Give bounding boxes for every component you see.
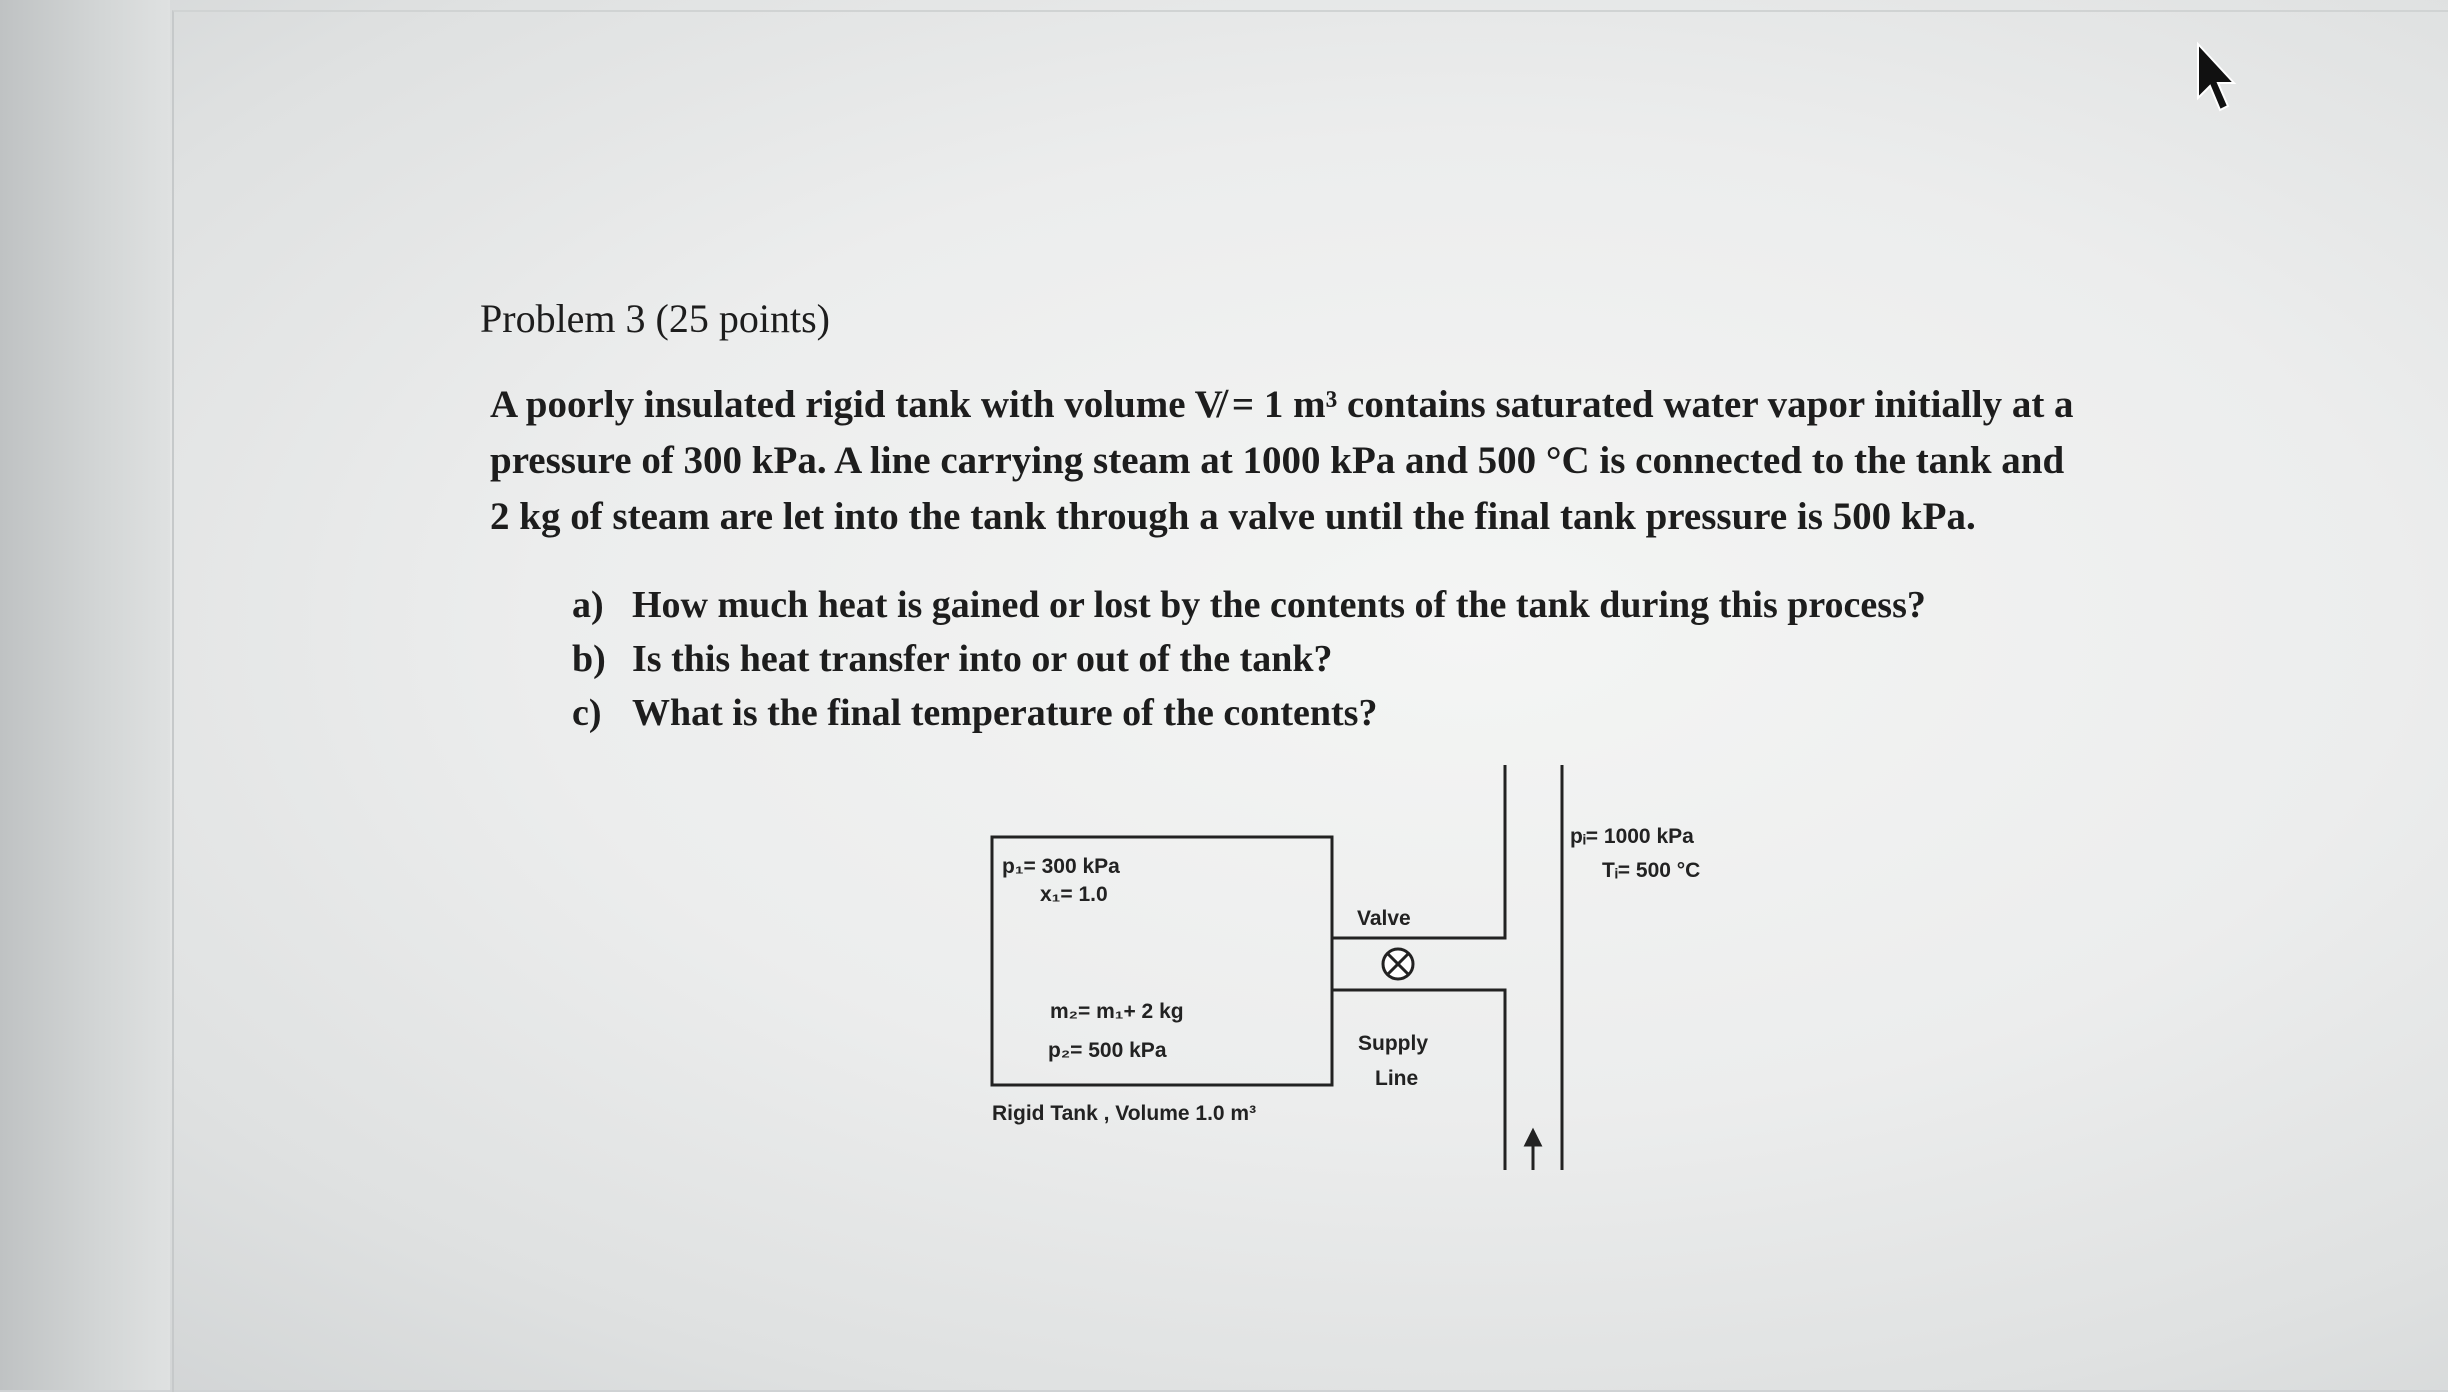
statement-line: pressure of 300 kPa. A line carrying steam at 1000 kPa and 500 °C is connected to the tank and [490, 439, 2065, 482]
tank-diagram [980, 755, 1780, 1195]
valve-label: Valve [1357, 907, 1411, 930]
problem-statement [490, 377, 2270, 545]
statement-line: 2 kg of steam are let into the tank through a valve until the final tank pressure is 500 kPa. [490, 495, 1976, 538]
question-text: How much heat is gained or lost by the contents of the tank during this process? [632, 584, 1926, 626]
question-item [572, 686, 1926, 740]
tank-caption: Rigid Tank , Volume 1.0 m³ [992, 1102, 1257, 1125]
line-pressure: pᵢ= 1000 kPa [1570, 825, 1694, 848]
valve-icon [1383, 949, 1413, 979]
question-item [572, 632, 1926, 686]
tank-initial-pressure: p₁= 300 kPa [1002, 855, 1120, 878]
tank-final-pressure: p₂= 500 kPa [1048, 1039, 1167, 1062]
statement-line: A poorly insulated rigid tank with volume V̸ = 1 m³ contains saturated water vapor initially at a [490, 383, 2074, 426]
monitor-bezel [0, 0, 170, 1390]
question-list [572, 578, 1926, 740]
tank-initial-quality: x₁= 1.0 [1040, 883, 1108, 906]
supply-line-label-2: Line [1375, 1067, 1419, 1090]
mouse-pointer-icon [2190, 40, 2240, 115]
problem-title: Problem 3 (25 points) [480, 296, 830, 341]
question-item [572, 578, 1926, 632]
supply-line-label: Supply [1358, 1032, 1429, 1055]
question-text: Is this heat transfer into or out of the tank? [632, 638, 1333, 680]
question-label: b) [572, 638, 606, 680]
tank-final-mass: m₂= m₁+ 2 kg [1050, 1000, 1184, 1023]
question-label: a) [572, 584, 604, 626]
flow-arrow-icon [1526, 1131, 1540, 1170]
question-text: What is the final temperature of the contents? [632, 692, 1378, 734]
pipe-lower-wall [1332, 990, 1505, 1170]
question-label: c) [572, 692, 602, 734]
line-temperature: Tᵢ= 500 °C [1602, 859, 1701, 882]
